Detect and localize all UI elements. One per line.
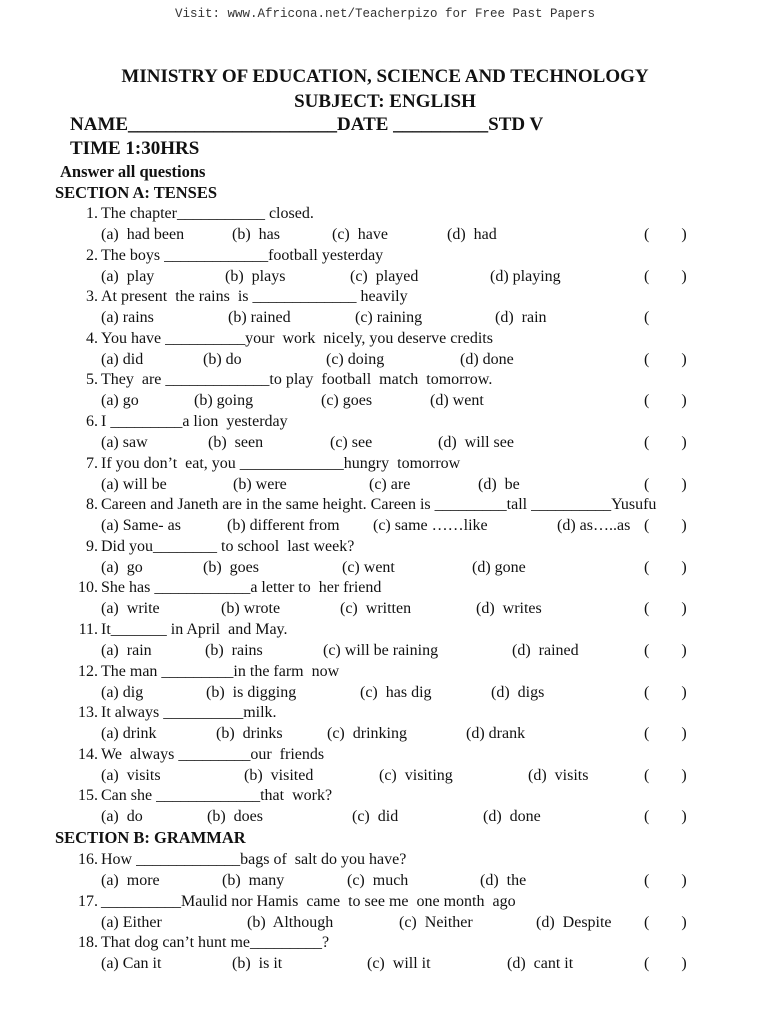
question-number: 3. [86,288,98,306]
option-b[interactable]: (b) does [207,808,263,826]
option-a[interactable]: (a) rain [101,642,152,659]
option-b[interactable]: (b) plays [225,267,286,285]
option-c[interactable]: (c) same ……like [373,517,488,535]
option-b[interactable]: (b) is it [232,955,283,973]
option-c[interactable]: (c) Neither [399,913,473,931]
option-b[interactable]: (b) different from [227,517,340,535]
instruction: Answer all questions [60,162,206,181]
option-d[interactable]: (d) had [447,226,497,243]
option-b[interactable]: (b) wrote [221,600,281,618]
option-b[interactable]: (b) do [203,350,242,368]
option-c[interactable]: (c) visiting [379,766,453,784]
ministry-title: MINISTRY OF EDUCATION, SCIENCE AND TECHNOLOGY [121,66,649,87]
answer-box[interactable]: ( ) [644,558,687,576]
option-d[interactable]: (d) done [483,808,541,826]
option-a[interactable]: (a) drink [101,725,157,743]
section-title: SECTION B: GRAMMAR [55,828,246,847]
subject-title: SUBJECT: ENGLISH [294,91,476,112]
answer-box[interactable]: ( ) [644,872,687,889]
option-a[interactable]: (a) Can it [101,955,162,973]
option-c[interactable]: (c) drinking [327,725,407,743]
option-d[interactable]: (d) rained [512,642,579,659]
option-b[interactable]: (b) were [233,475,287,493]
option-b[interactable]: (b) going [194,392,254,410]
answer-box[interactable]: ( ) [644,475,687,493]
question-text: At present the rains is _____________ heavily [101,288,408,306]
question-number: 18. [78,934,98,952]
answer-box[interactable]: ( ) [644,267,687,285]
question-text: The chapter___________ closed. [101,205,314,222]
option-a[interactable]: (a) play [101,267,155,285]
question-text: Did you________ to school last week? [101,537,355,555]
question-number: 1. [86,205,98,222]
option-d[interactable]: (d) visits [528,766,589,784]
question-number: 8. [86,496,98,514]
question-number: 6. [86,413,98,430]
option-b[interactable]: (b) rains [205,642,263,659]
option-c[interactable]: (c) are [369,475,411,493]
question-number: 7. [86,454,98,472]
option-a[interactable]: (a) go [101,392,139,410]
option-a[interactable]: (a) dig [101,683,144,701]
option-d[interactable]: (d) Despite [536,913,612,931]
question-number: 12. [78,662,98,680]
option-b[interactable]: (b) many [222,872,285,889]
question-number: 10. [78,579,98,597]
question-text: It always __________milk. [101,704,277,722]
question-text: __________Maulid nor Hamis came to see me one month ago [101,892,516,910]
option-d[interactable]: (d) will see [438,434,514,451]
question-text: Can she _____________that work? [101,787,333,805]
question-text: If you don’t eat, you _____________hungry tomorrow [101,454,461,472]
question-text: She has ____________a letter to her friend [101,579,382,597]
option-d[interactable]: (d) as…..as [557,517,631,535]
question-number: 13. [78,704,98,722]
option-b[interactable]: (b) goes [203,558,259,576]
option-a[interactable]: (a) Either [101,913,162,931]
option-c[interactable]: (c) goes [321,392,373,410]
answer-box[interactable]: ( ) [644,350,687,368]
option-c[interactable]: (c) written [340,600,412,618]
option-b[interactable]: (b) rained [228,309,291,327]
option-a[interactable]: (a) did [101,350,144,368]
answer-box[interactable]: ( ) [644,955,687,973]
question-number: 16. [78,851,98,868]
question-number: 2. [86,246,98,264]
question-text: We always _________our friends [101,745,325,763]
option-d[interactable]: (d) drank [466,725,526,743]
answer-box[interactable]: ( ) [644,766,687,784]
option-b[interactable]: (b) seen [208,434,264,451]
question-number: 5. [86,371,98,389]
question-number: 17. [78,892,98,910]
option-c[interactable]: (c) has dig [360,683,432,701]
option-d[interactable]: (d) went [430,392,484,410]
option-d[interactable]: (d) playing [490,267,561,285]
question-number: 14. [78,745,98,763]
option-c[interactable]: (c) went [342,558,395,576]
question-number: 4. [86,329,98,347]
option-a[interactable]: (a) go [101,558,143,576]
answer-box[interactable]: ( [644,309,650,327]
option-d[interactable]: (d) cant it [507,955,574,973]
option-a[interactable]: (a) visits [101,766,161,784]
option-d[interactable]: (d) rain [495,309,547,327]
option-b[interactable]: (b) drinks [216,725,283,743]
option-a[interactable]: (a) rains [101,309,154,327]
option-b[interactable]: (b) is digging [206,683,297,701]
answer-box[interactable]: ( ) [644,517,687,535]
option-a[interactable]: (a) had been [101,226,185,243]
answer-box[interactable]: ( ) [644,683,687,701]
question-text: I _________a lion yesterday [101,413,288,430]
time-line: TIME 1:30HRS [70,138,200,159]
answer-box[interactable]: ( ) [644,642,687,659]
option-d[interactable]: (d) done [460,350,514,368]
question-text: The boys _____________football yesterday [101,246,384,264]
question-text: It_______ in April and May. [101,621,288,638]
option-c[interactable]: (c) raining [355,309,423,327]
option-c[interactable]: (c) played [350,267,419,285]
option-d[interactable]: (d) the [480,872,527,889]
option-a[interactable]: (a) more [101,872,160,889]
option-a[interactable]: (a) write [101,600,160,618]
option-c[interactable]: (c) doing [326,350,385,368]
question-text: That dog can’t hunt me_________? [101,934,330,952]
section-title: SECTION A: TENSES [55,183,218,202]
answer-box[interactable]: ( ) [644,226,687,243]
option-a[interactable]: (a) Same- as [101,517,181,535]
option-c[interactable]: (c) will it [367,955,431,973]
watermark: Visit: www.Africona.net/Teacherpizo for Free Past Papers [174,7,596,21]
answer-box[interactable]: ( ) [644,913,687,931]
answer-box[interactable]: ( ) [644,392,687,410]
question-text: You have __________your work nicely, you deserve credits [101,329,493,347]
answer-box[interactable]: ( ) [644,600,687,618]
option-b[interactable]: (b) Although [247,913,334,931]
option-c[interactable]: (c) have [332,226,388,243]
option-c[interactable]: (c) much [347,872,409,889]
question-number: 15. [78,787,98,805]
question-text: They are _____________to play football match tomorrow. [101,371,493,389]
question-text: Careen and Janeth are in the same height. Careen is _________tall __________Yusufu [101,496,657,514]
option-d[interactable]: (d) writes [476,600,542,618]
question-number: 9. [86,537,98,555]
answer-box[interactable]: ( ) [644,725,687,743]
option-b[interactable]: (b) visited [244,766,314,784]
option-c[interactable]: (c) see [330,434,373,451]
option-d[interactable]: (d) gone [472,558,526,576]
option-c[interactable]: (c) will be raining [323,642,439,659]
option-d[interactable]: (d) digs [491,683,545,701]
option-a[interactable]: (a) do [101,808,143,826]
answer-box[interactable]: ( ) [644,434,687,451]
question-number: 11. [78,621,98,638]
option-a[interactable]: (a) will be [101,475,167,493]
answer-box[interactable]: ( ) [644,808,687,826]
option-a[interactable]: (a) saw [101,434,148,451]
question-text: The man _________in the farm now [101,662,340,680]
option-b[interactable]: (b) has [232,226,280,243]
option-d[interactable]: (d) be [478,475,520,493]
question-text: How _____________bags of salt do you have? [101,851,407,868]
option-c[interactable]: (c) did [352,808,399,826]
name-date-line: NAME______________________DATE __________STD V [70,114,544,135]
